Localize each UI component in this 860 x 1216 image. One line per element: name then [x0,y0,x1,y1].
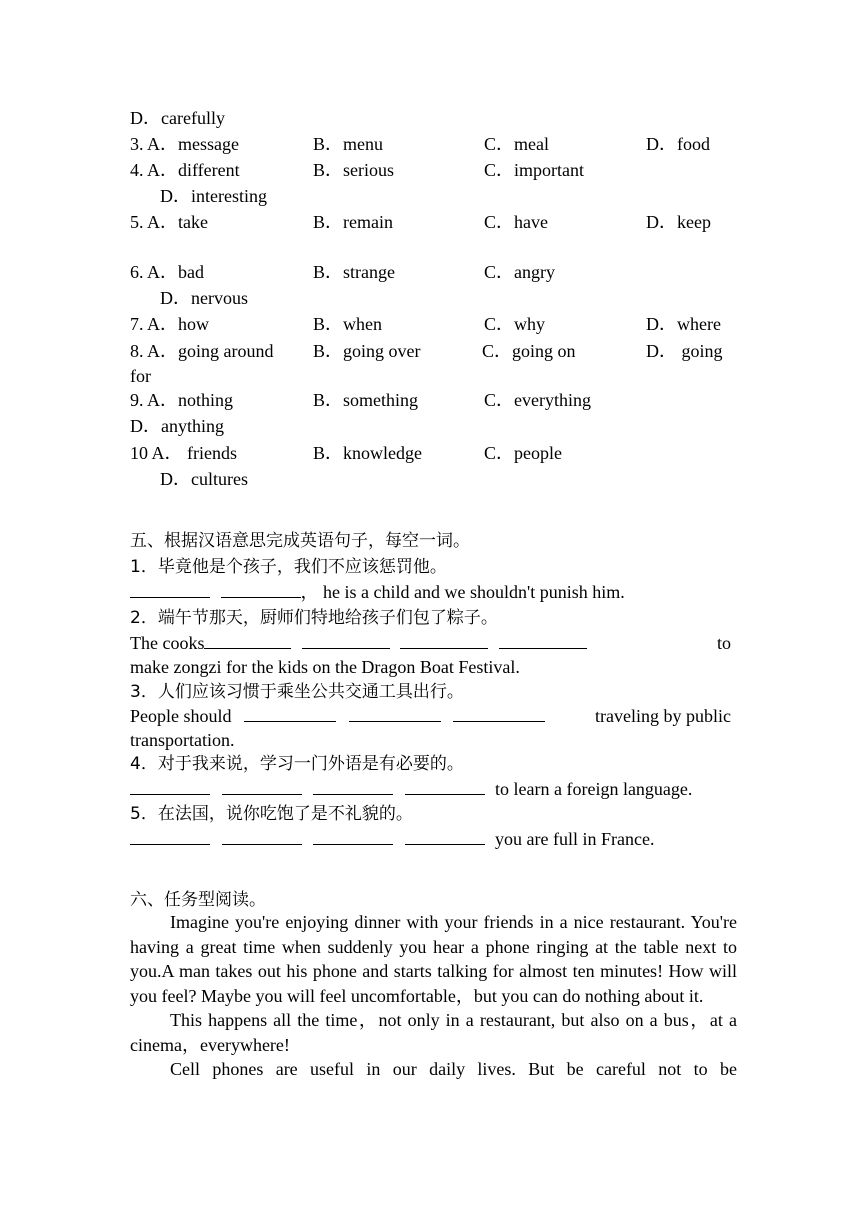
q5-option-c: C．have [484,212,548,232]
q8-option-d: D． going [646,341,723,361]
s5-q3-english [130,703,731,729]
q5-option-b: B．remain [313,212,393,232]
s5-q3-text-a: People should [130,706,232,726]
answer-blank[interactable] [204,631,291,649]
q8-option-d-wrap: for [130,366,151,386]
s5-q5-english [130,826,654,852]
s5-q4-chinese: 4．对于我来说，学习一门外语是有必要的。 [130,754,464,774]
answer-blank[interactable] [302,631,390,649]
answer-blank[interactable] [244,704,336,722]
s5-q2-text-c: make zongzi for the kids on the Dragon Boat Festival. [130,657,520,677]
q7-option-c: C．why [484,314,546,334]
answer-blank[interactable] [313,777,393,795]
q8-option-b: B．going over [313,341,421,361]
passage-paragraph-1: Imagine you're enjoying dinner with your friends in a nice restaurant. You're having a great time when suddenly you hear a phone ringing at the table next to you.A man takes out his phone and starts talking for almost ten minutes! How will you feel? Maybe you will feel uncomfortable，but you can do nothing about it. [130,912,737,1006]
answer-blank[interactable] [130,827,210,845]
q6-option-a: 6. A．bad [130,262,204,282]
s5-q2-english [130,630,731,656]
s5-q1-chinese: 1．毕竟他是个孩子，我们不应该惩罚他。 [130,557,447,577]
answer-blank[interactable] [130,580,210,598]
q10-option-a: 10 A． friends [130,443,237,463]
q3-option-a: 3. A．message [130,134,239,154]
s5-q3-text-c: transportation. [130,730,235,750]
answer-blank[interactable] [313,827,393,845]
s5-q1-text: ， he is a child and we shouldn't punish him. [300,582,625,602]
q4-option-a: 4. A．different [130,160,240,180]
s5-q5-chinese: 5．在法国，说你吃饱了是不礼貌的。 [130,804,413,824]
answer-blank[interactable] [221,580,301,598]
answer-blank[interactable] [400,631,488,649]
passage-paragraph-2: This happens all the time，not only in a restaurant, but also on a bus，at a cinema，everywhere! [130,1010,737,1055]
q3-option-c: C．meal [484,134,549,154]
section5-heading: 五、根据汉语意思完成英语句子，每空一词。 [130,531,470,551]
s5-q2-text-b: to [716,633,731,653]
answer-blank[interactable] [405,827,485,845]
q9-option-d: D．anything [130,416,224,436]
s5-q3-text-b: traveling by public [595,706,731,726]
q2-option-d: D．carefully [130,108,225,128]
q4-option-c: C．important [484,160,584,180]
q4-option-d: D．interesting [160,186,267,206]
q7-option-b: B．when [313,314,382,334]
q8-option-c: C．going on [482,341,576,361]
s5-q4-text: to learn a foreign language. [495,779,693,799]
passage-paragraph-3: Cell phones are useful in our daily lives. But be careful not to be [170,1059,737,1079]
q6-option-c: C．angry [484,262,555,282]
q6-option-d: D．nervous [160,288,248,308]
q3-option-d: D．food [646,134,710,154]
answer-blank[interactable] [499,631,587,649]
q7-option-a: 7. A．how [130,314,210,334]
q4-option-b: B．serious [313,160,394,180]
answer-blank[interactable] [349,704,441,722]
s5-q5-text: you are full in France. [495,829,655,849]
q9-option-a: 9. A．nothing [130,390,234,410]
q10-option-b: B．knowledge [313,443,422,463]
q9-option-b: B．something [313,390,419,410]
q10-option-d: D．cultures [160,469,248,489]
q9-option-c: C．everything [484,390,591,410]
section6-heading: 六、任务型阅读。 [130,890,266,910]
q6-option-b: B．strange [313,262,395,282]
q7-option-d: D．where [646,314,721,334]
answer-blank[interactable] [405,777,485,795]
answer-blank[interactable] [222,827,302,845]
answer-blank[interactable] [453,704,545,722]
s5-q3-chinese: 3．人们应该习惯于乘坐公共交通工具出行。 [130,682,464,702]
q8-option-a: 8. A．going around [130,341,274,361]
answer-blank[interactable] [222,777,302,795]
s5-q1-english [130,579,625,605]
reading-passage [130,910,737,1082]
answer-blank[interactable] [130,777,210,795]
q3-option-b: B．menu [313,134,383,154]
s5-q2-chinese: 2．端午节那天，厨师们特地给孩子们包了粽子。 [130,608,498,628]
q5-option-d: D．keep [646,212,711,232]
s5-q4-english [130,776,692,802]
q5-option-a: 5. A．take [130,212,208,232]
s5-q2-text-a: The cooks [130,633,205,653]
q10-option-c: C．people [484,443,562,463]
